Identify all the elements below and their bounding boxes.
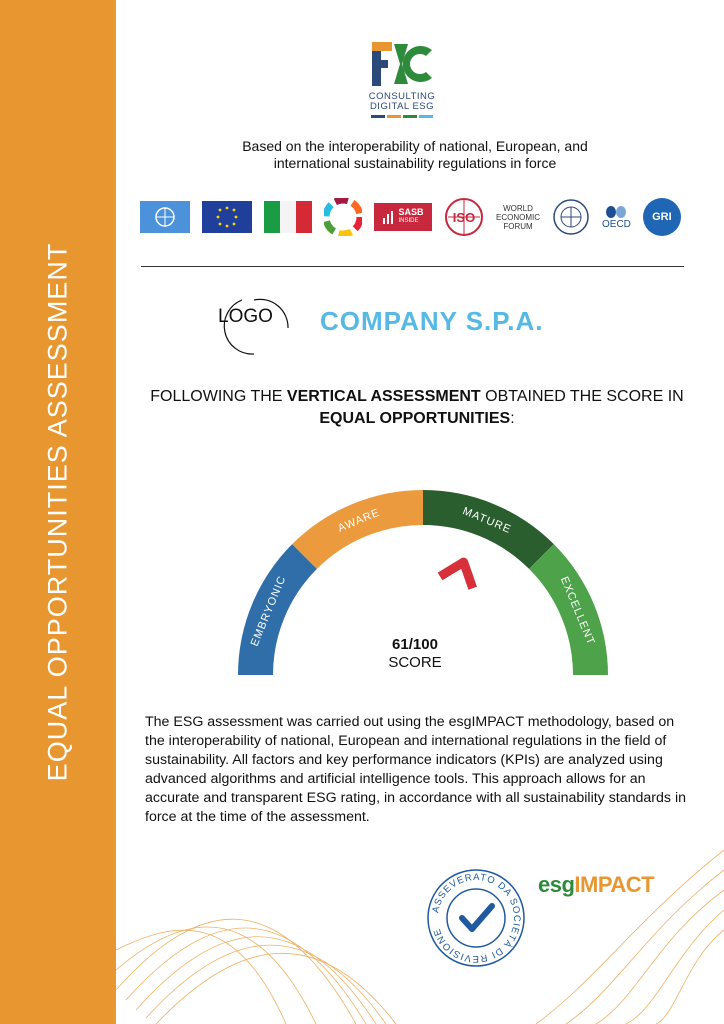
gauge-segment-excellent: [529, 544, 608, 675]
divider: [141, 266, 684, 267]
sidebar-title: EQUAL OPPORTUNITIES ASSESSMENT: [42, 242, 73, 782]
score-block: [340, 636, 490, 671]
brand-color-bar: [360, 115, 444, 118]
company-logo-placeholder: [214, 298, 294, 354]
decorative-waves: [116, 840, 724, 1024]
oecd-logo: OECD: [602, 205, 631, 230]
gauge-segment-aware: [292, 490, 423, 569]
brand-line-2: DIGITAL ESG: [369, 101, 435, 112]
gauge-segment-embryonic: [238, 544, 317, 675]
logo-text: LOGO: [218, 306, 273, 327]
methodology-paragraph: The ESG assessment was carried out using the esgIMPACT methodology, based on the interoperability of national, European and international regulations in the field of sustainability. All factors and key performance indicators (KPIs) are analyzed using advanced algorithms and artificial intelligence tools. This approach allows for an accurate and transparent ESG rating, in accordance with all sustainability standards in force at the time of the assessment.: [145, 714, 686, 825]
intro-line-1: Based on the interoperability of national, European, and: [242, 138, 588, 154]
iso-logo: [444, 197, 484, 237]
gri-logo: GRI: [643, 198, 681, 236]
gauge-label-excellent: EXCELLENT: [557, 574, 597, 648]
standards-badges: [140, 197, 681, 237]
eu-flag-icon: [202, 201, 252, 233]
stamp-text: ASSEVERATO DA SOCIETÀ DI REVISIONE: [430, 871, 523, 965]
sasb-inside-logo: SASB INSIDE: [374, 203, 432, 231]
intro-text: [150, 138, 680, 172]
gauge-segment-mature: [423, 490, 554, 569]
gauge-label-mature: MATURE: [460, 505, 514, 537]
sidebar: [0, 0, 116, 1024]
brand-logo: [360, 36, 444, 118]
esg-logo-part-1: esg: [538, 872, 575, 897]
un-global-compact-logo: [552, 198, 590, 236]
gauge-label-embryonic: EMBRYONIC: [248, 573, 289, 649]
esgimpact-logo: [538, 872, 654, 898]
company-name: COMPANY S.P.A.: [320, 306, 544, 336]
fdc-monogram-icon: [364, 36, 440, 92]
world-economic-forum-logo: WORLD ECONOMIC FORUM: [496, 203, 540, 231]
score-value: 61/100: [392, 636, 438, 653]
svg-text:ISO: ISO: [452, 210, 476, 225]
italy-flag-icon: [264, 201, 312, 233]
sdg-wheel-icon: [324, 198, 362, 236]
un-flag-icon: [140, 201, 190, 233]
heading-suffix: :: [510, 410, 515, 427]
heading-bold-2: EQUAL OPPORTUNITIES: [319, 410, 511, 427]
intro-line-2: international sustainability regulations in force: [273, 155, 557, 171]
audit-stamp: [424, 866, 528, 975]
heading-middle: OBTAINED THE SCORE IN: [480, 388, 684, 405]
heading-bold-1: VERTICAL ASSESSMENT: [286, 388, 481, 405]
score-label: SCORE: [388, 654, 442, 671]
esg-logo-part-2: IMPACT: [574, 872, 655, 897]
gauge-label-aware: AWARE: [336, 506, 382, 535]
assessment-heading: [140, 386, 694, 430]
heading-prefix: FOLLOWING THE: [150, 388, 287, 405]
gauge-pointer: [440, 562, 473, 588]
brand-line-1: CONSULTING: [368, 91, 436, 102]
